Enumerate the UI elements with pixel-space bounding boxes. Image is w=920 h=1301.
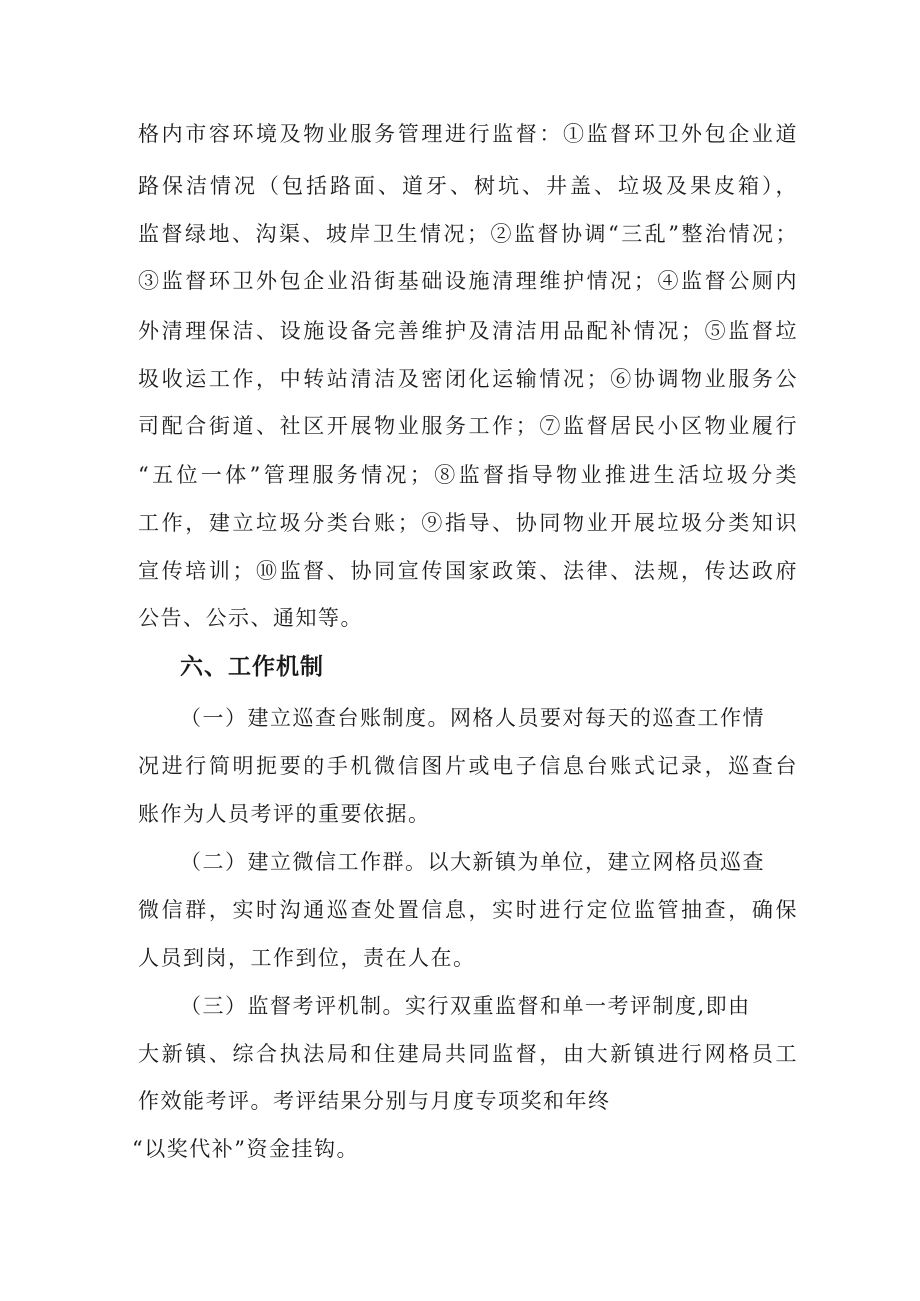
- paragraph-line: 圾收运工作，中转站清洁及密闭化运输情况；⑥协调物业服务公: [138, 367, 798, 391]
- paragraph-line: 外清理保洁、设施设备完善维护及清洁用品配补情况；⑤监督垃: [138, 319, 798, 343]
- section-heading: 六、工作机制: [180, 654, 324, 680]
- paragraph-line: 格内市容环境及物业服务管理进行监督：①监督环卫外包企业道: [138, 122, 798, 146]
- paragraph-line: （三）监督考评机制。实行双重监督和单一考评制度,即由: [180, 994, 751, 1018]
- paragraph-line: 司配合街道、社区开展物业服务工作；⑦监督居民小区物业履行: [138, 414, 798, 438]
- paragraph-line: “五位一体”管理服务情况；⑧监督指导物业推进生活垃圾分类: [138, 463, 798, 487]
- paragraph-line: 宣传培训；⑩监督、协同宣传国家政策、法律、法规，传达政府: [138, 559, 798, 583]
- paragraph-line: 况进行简明扼要的手机微信图片或电子信息台账式记录，巡查台: [138, 754, 798, 778]
- paragraph-line: 路保洁情况（包括路面、道牙、树坑、井盖、垃圾及果皮箱），: [138, 174, 798, 198]
- paragraph-line: 微信群，实时沟通巡查处置信息，实时进行定位监管抽查，确保: [138, 898, 798, 922]
- paragraph-line: 工作，建立垃圾分类台账；⑨指导、协同物业开展垃圾分类知识: [138, 511, 798, 535]
- paragraph-line: （一）建立巡查台账制度。网格人员要对每天的巡查工作情: [180, 706, 765, 730]
- paragraph-line: 作效能考评。考评结果分别与月度专项奖和年终: [138, 1089, 611, 1113]
- paragraph-line: 账作为人员考评的重要依据。: [138, 802, 431, 826]
- paragraph-line: （二）建立微信工作群。以大新镇为单位，建立网格员巡查: [180, 850, 765, 874]
- paragraph-line: 人员到岗，工作到位，责在人在。: [138, 946, 476, 970]
- paragraph-line: 公告、公示、通知等。: [138, 606, 363, 630]
- paragraph-line: 大新镇、综合执法局和住建局共同监督，由大新镇进行网格员工: [138, 1042, 798, 1066]
- paragraph-line: 监督绿地、沟渠、坡岸卫生情况；②监督协调“三乱”整治情况；: [138, 222, 798, 246]
- paragraph-line: ③监督环卫外包企业沿街基础设施清理维护情况；④监督公厕内: [138, 269, 798, 293]
- paragraph-line: “以奖代补”资金挂钩。: [132, 1137, 359, 1161]
